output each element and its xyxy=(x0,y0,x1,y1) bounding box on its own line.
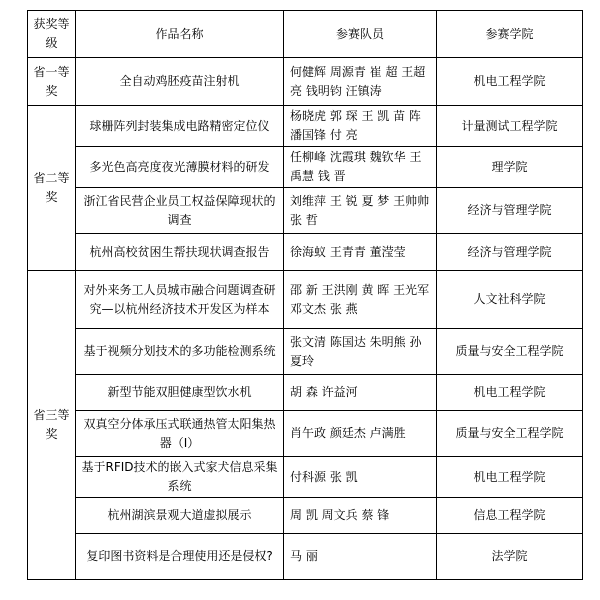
table-row xyxy=(28,271,583,329)
table-row xyxy=(28,498,583,534)
college-cell: 质量与安全工程学院 xyxy=(437,329,583,375)
table-row xyxy=(28,329,583,375)
award-level-cell: 省二等奖 xyxy=(28,106,76,271)
table-row xyxy=(28,234,583,271)
work-title-cell: 杭州高校贫困生帮扶现状调查报告 xyxy=(76,234,284,271)
team-members-cell: 马 丽 xyxy=(284,534,437,580)
team-members-cell: 张文清 陈国达 朱明熊 孙夏玲 xyxy=(284,329,437,375)
work-title-cell: 球栅阵列封装集成电路精密定位仪 xyxy=(76,106,284,147)
work-title-cell: 杭州湖滨景观大道虚拟展示 xyxy=(76,498,284,534)
table-row xyxy=(28,58,583,106)
team-members-cell: 徐海蚁 王青青 董滢莹 xyxy=(284,234,437,271)
college-cell: 经济与管理学院 xyxy=(437,234,583,271)
header-award-level: 获奖等级 xyxy=(28,11,76,58)
work-title-cell: 双真空分体承压式联通热管太阳集热器（I） xyxy=(76,411,284,457)
work-title-cell: 基于视频分划技术的多功能检测系统 xyxy=(76,329,284,375)
team-members-cell: 刘维萍 王 锐 夏 梦 王帅帅 张 哲 xyxy=(284,188,437,234)
award-level-cell: 省一等奖 xyxy=(28,58,76,106)
award-level-cell: 省三等奖 xyxy=(28,271,76,580)
college-cell: 质量与安全工程学院 xyxy=(437,411,583,457)
college-cell: 机电工程学院 xyxy=(437,457,583,498)
team-members-cell: 胡 森 许益河 xyxy=(284,375,437,411)
header-team-members: 参赛队员 xyxy=(284,11,437,58)
team-members-cell: 肖午政 颜廷杰 卢满胜 xyxy=(284,411,437,457)
table-row xyxy=(28,457,583,498)
table-header xyxy=(28,11,583,58)
work-title-cell: 全自动鸡胚疫苗注射机 xyxy=(76,58,284,106)
college-cell: 人文社科学院 xyxy=(437,271,583,329)
table-row xyxy=(28,188,583,234)
college-cell: 法学院 xyxy=(437,534,583,580)
work-title-cell: 多光色高亮度夜光薄膜材料的研发 xyxy=(76,147,284,188)
college-cell: 机电工程学院 xyxy=(437,58,583,106)
work-title-cell: 浙江省民营企业员工权益保障现状的调查 xyxy=(76,188,284,234)
table-body xyxy=(28,58,583,580)
college-cell: 机电工程学院 xyxy=(437,375,583,411)
header-work-title: 作品名称 xyxy=(76,11,284,58)
table-row xyxy=(28,534,583,580)
college-cell: 计量测试工程学院 xyxy=(437,106,583,147)
work-title-cell: 对外来务工人员城市融合问题调查研究—以杭州经济技术开发区为样本 xyxy=(76,271,284,329)
college-cell: 理学院 xyxy=(437,147,583,188)
work-title-cell: 基于RFID技术的嵌入式家犬信息采集系统 xyxy=(76,457,284,498)
header-row xyxy=(28,11,583,58)
table-row xyxy=(28,147,583,188)
work-title-cell: 新型节能双胆健康型饮水机 xyxy=(76,375,284,411)
awards-table xyxy=(27,10,583,580)
table-row xyxy=(28,375,583,411)
team-members-cell: 邵 新 王洪刚 黄 晖 王光军 邓文杰 张 燕 xyxy=(284,271,437,329)
college-cell: 信息工程学院 xyxy=(437,498,583,534)
team-members-cell: 付科源 张 凯 xyxy=(284,457,437,498)
table-row xyxy=(28,411,583,457)
team-members-cell: 杨晓虎 郭 琛 王 凯 苗 阵 潘国锋 付 亮 xyxy=(284,106,437,147)
team-members-cell: 周 凯 周文兵 蔡 锋 xyxy=(284,498,437,534)
team-members-cell: 何健辉 周源青 崔 超 王超亮 钱明钧 汪镇涛 xyxy=(284,58,437,106)
header-college: 参赛学院 xyxy=(437,11,583,58)
college-cell: 经济与管理学院 xyxy=(437,188,583,234)
table-row xyxy=(28,106,583,147)
team-members-cell: 任柳峰 沈霞琪 魏钦华 王禹慧 钱 晋 xyxy=(284,147,437,188)
work-title-cell: 复印图书资料是合理使用还是侵权? xyxy=(76,534,284,580)
